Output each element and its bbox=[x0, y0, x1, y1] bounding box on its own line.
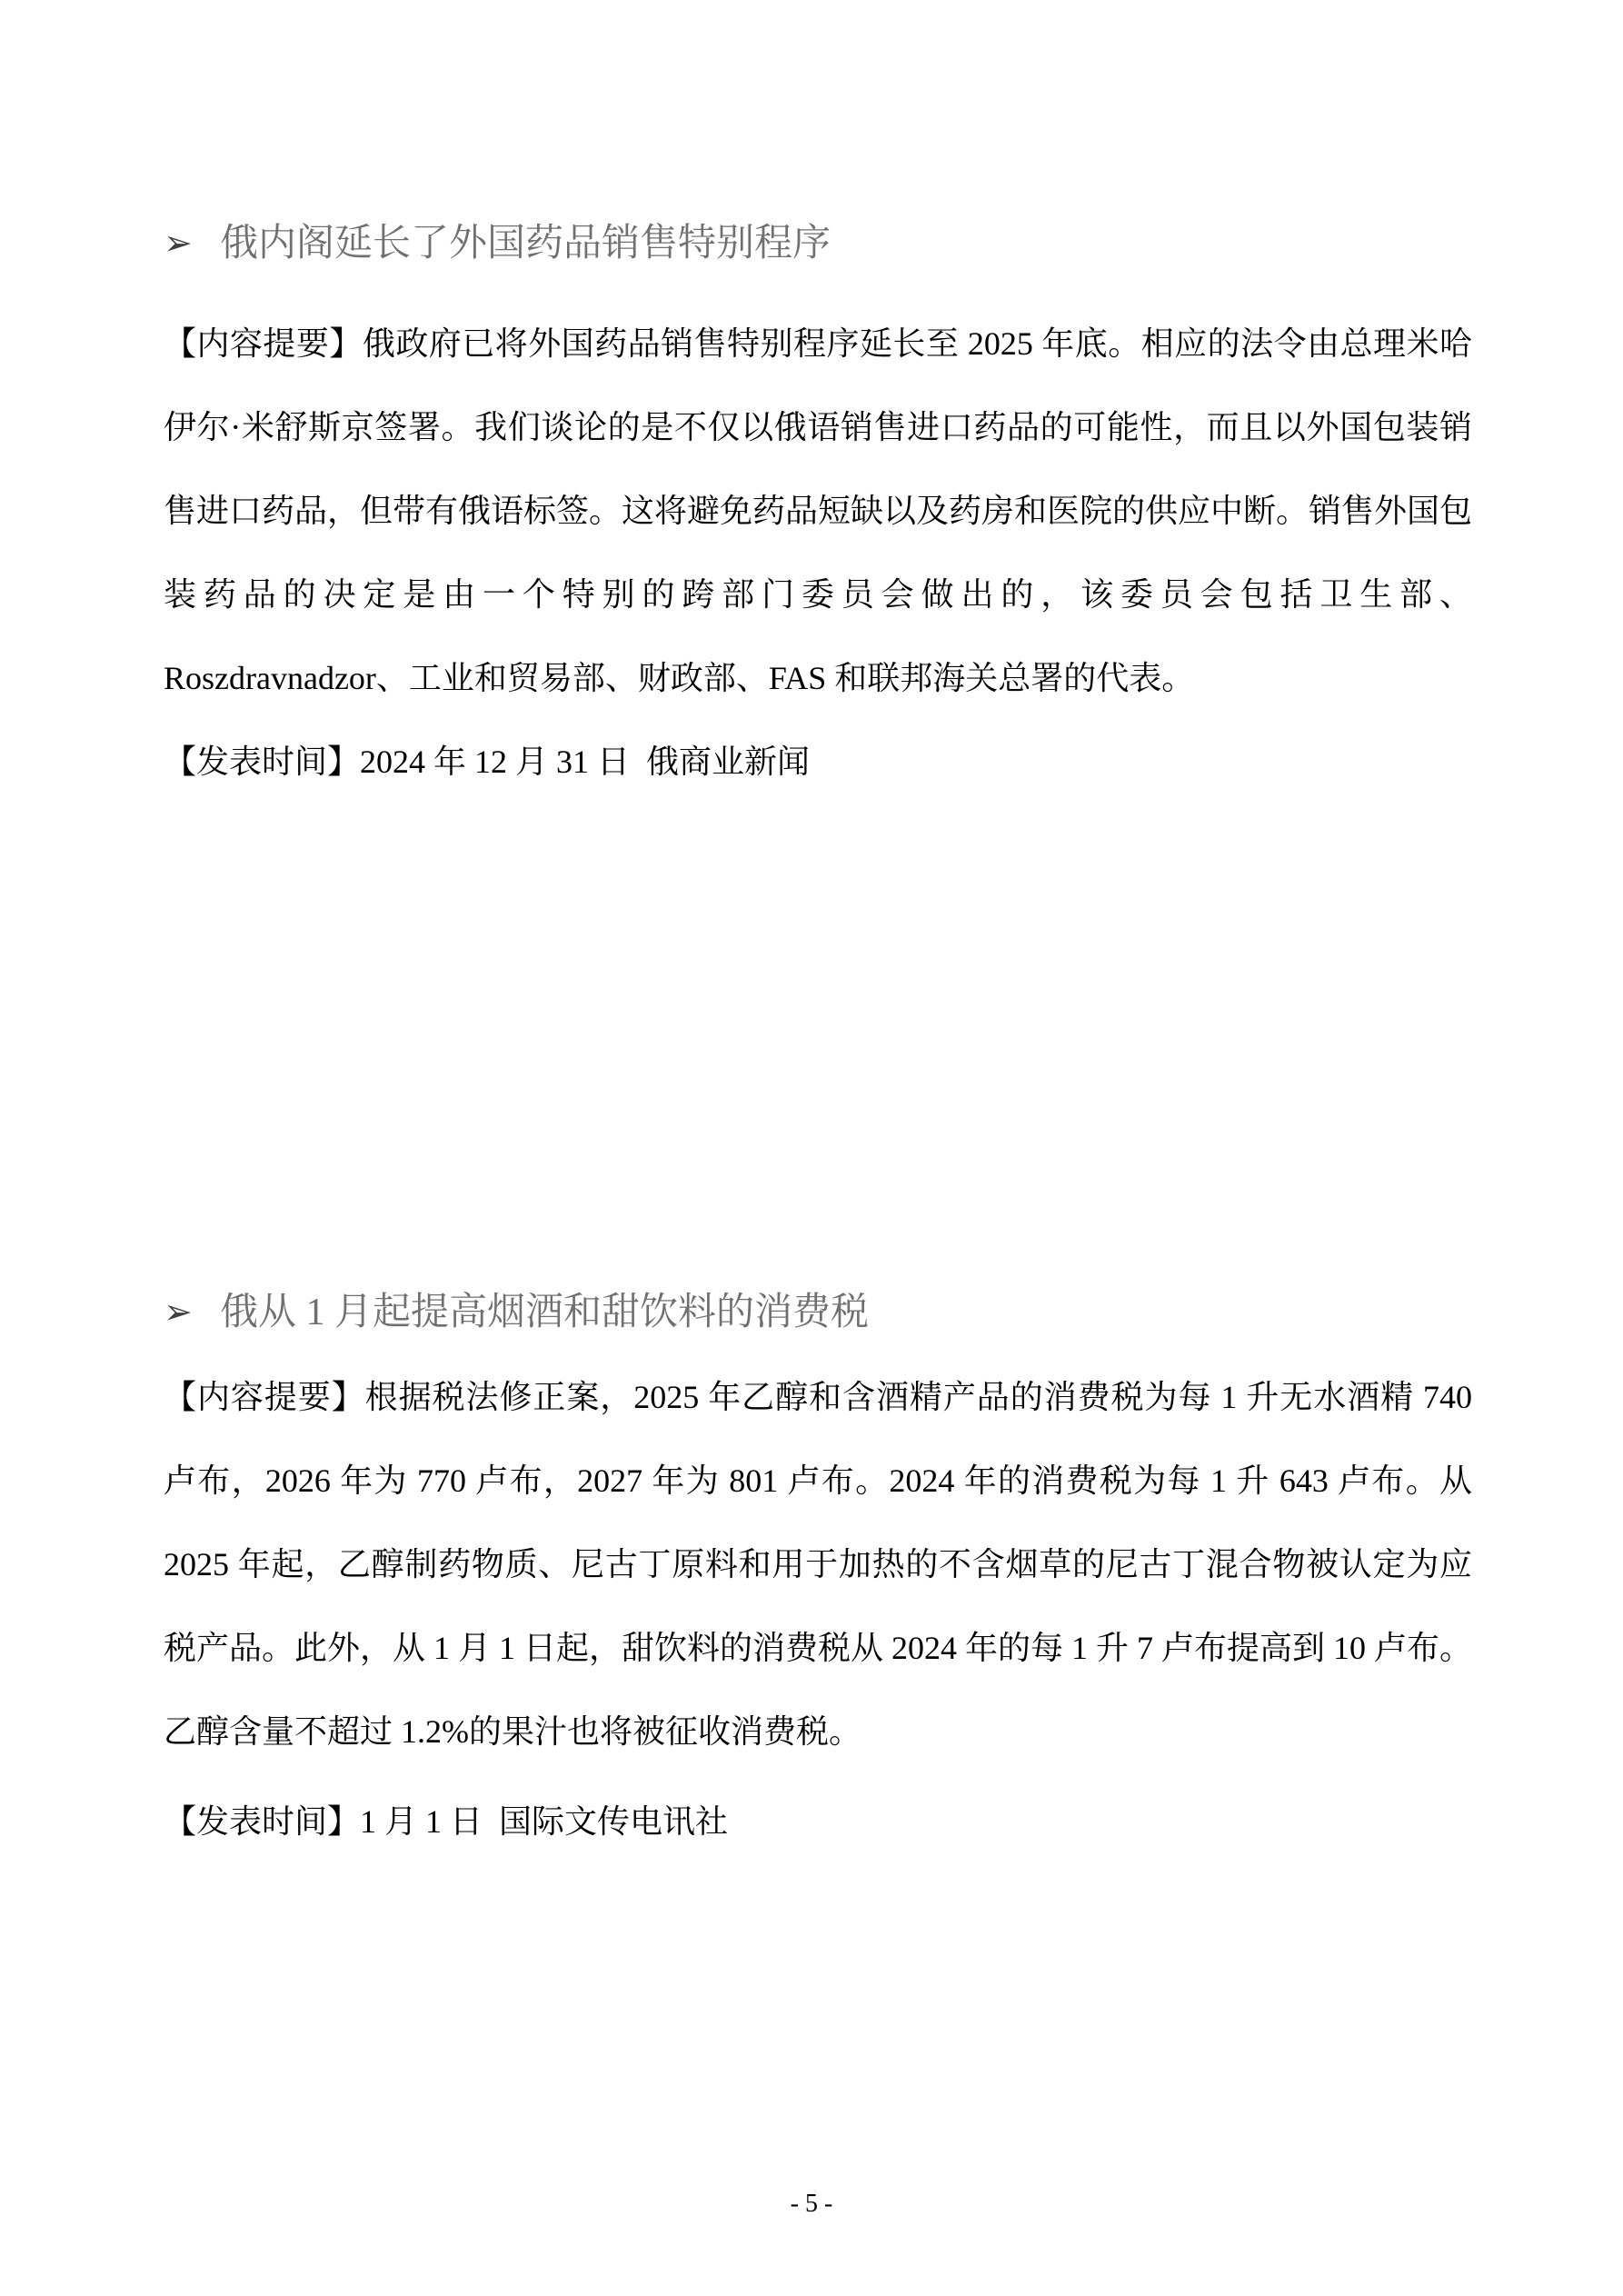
page-number: - 5 - bbox=[790, 2190, 833, 2218]
arrow-bullet-icon: ➢ bbox=[164, 225, 193, 263]
news-item-published-date: 【发表时间】1 月 1 日 国际文传电讯社 bbox=[164, 1803, 729, 1840]
news-item-heading bbox=[164, 216, 1472, 271]
news-item-summary: 【内容提要】俄政府已将外国药品销售特别程序延长至 2025 年底。相应的法令由总理米哈伊尔·米舒斯京签署。我们谈论的是不仅以俄语销售进口药品的可能性，而且以外国包装销售进口药品，但带有俄语标签。这将避免药品短缺以及药房和医院的供应中断。销售外国包装药品的决定是由一个特别的跨部门委员会做出的，该委员会包括卫生部、Roszdravnadzor、工业和贸易部、财政部、FAS 和联邦海关总署的代表。 bbox=[164, 325, 1473, 696]
news-item-heading bbox=[164, 1285, 1472, 1340]
news-item-title: 俄内阁延长了外国药品销售特别程序 bbox=[220, 223, 831, 265]
news-item-summary: 【内容提要】根据税法修正案，2025 年乙醇和含酒精产品的消费税为每 1 升无水酒精 740 卢布，2026 年为 770 卢布，2027 年为 801 卢布。2024 年的消费税为每 1 升 643 卢布。从 2025 年起，乙醇制药物质、尼古丁原料和用于加热的不含烟草的尼古丁混合物被认定为应税产品。此外，从 1 月 1 日起，甜饮料的消费税从 2024 年的每 1 升 7 卢布提高到 10 卢布。乙醇含量不超过 1.2%的果汁也将被征收消费税。 bbox=[164, 1379, 1473, 1750]
news-item-published-date: 【发表时间】2024 年 12 月 31 日 俄商业新闻 bbox=[164, 744, 811, 780]
news-item-title: 俄从 1 月起提高烟酒和甜饮料的消费税 bbox=[220, 1292, 870, 1333]
arrow-bullet-icon: ➢ bbox=[164, 1293, 193, 1332]
